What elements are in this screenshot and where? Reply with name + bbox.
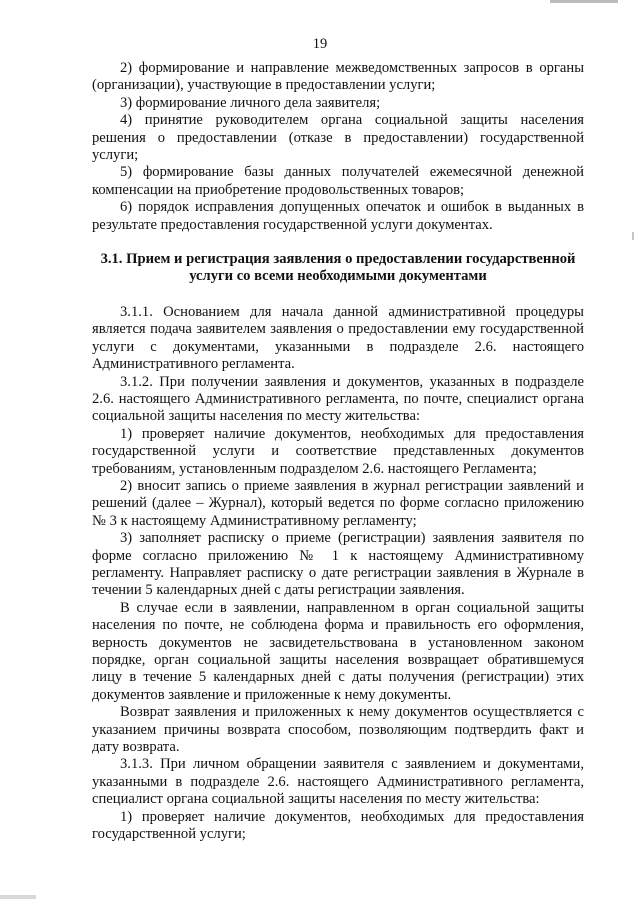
paragraph: 1) проверяет наличие документов, необходимых для предоставления государственной услуги и соответствие представленных документов требованиям, установленным подразделом 2.6. настоящего Регламента; (92, 425, 584, 477)
scan-artifact-bottom (0, 895, 36, 899)
paragraph: 3.1.2. При получении заявления и документов, указанных в подразделе 2.6. настоящего Административного регламента, по почте, специалист органа социальной защиты населения по месту жительства: (92, 373, 584, 425)
paragraph: Возврат заявления и приложенных к нему документов осуществляется с указанием причины возврата способом, позволяющим подтвердить факт и дату возврата. (92, 704, 584, 756)
section-heading: 3.1. Прием и регистрация заявления о предоставлении государственной услуги со всеми необходимыми документами (100, 251, 576, 285)
paragraph: 6) порядок исправления допущенных опечаток и ошибок в выданных в результате предоставления государственной услуги документах. (92, 199, 584, 233)
paragraph: В случае если в заявлении, направленном в орган социальной защиты населения по почте, не соблюдена форма и правильность его оформления, верность документов не засвидетельствована в установленном законом порядке, орган социальной защиты населения возвращает обратившемуся лицу в течение 5 календарных дней с даты получения (регистрации) этих документов заявление и приложенные к нему документы. (92, 599, 584, 703)
scan-artifact-side (632, 232, 634, 240)
paragraph: 1) проверяет наличие документов, необходимых для предоставления государственной услуги; (92, 808, 584, 843)
document-body (92, 60, 584, 843)
page-number: 19 (312, 36, 328, 52)
paragraph: 5) формирование базы данных получателей ежемесячной денежной компенсации на приобретение продовольственных товаров; (92, 164, 584, 198)
paragraph: 3.1.3. При личном обращении заявителя с заявлением и документами, указанными в подразделе 2.6. настоящего Административного регламента, специалист органа социальной защиты населения по месту жительства: (92, 756, 584, 808)
paragraph: 3.1.1. Основанием для начала данной административной процедуры является подача заявителем заявления о предоставлении ему государственной услуги с документами, указанными в подразделе 2.6. настоящего Административного регламента. (92, 303, 584, 373)
paragraph: 2) вносит запись о приеме заявления в журнал регистрации заявлений и решений (далее – Журнал), который ведется по форме согласно приложению № 3 к настоящему Административному регламенту; (92, 477, 584, 529)
paragraph: 4) принятие руководителем органа социальной защиты населения решения о предоставлении (отказе в предоставлении) государственной услуги; (92, 112, 584, 164)
paragraph: 3) заполняет расписку о приеме (регистрации) заявления заявителя по форме согласно приложению № 1 к настоящему Административному регламенту. Направляет расписку о дате регистрации заявления в Журнале в течении 5 календарных дней с даты регистрации заявления. (92, 530, 584, 599)
paragraph: 3) формирование личного дела заявителя; (120, 94, 381, 111)
scan-artifact-top (550, 0, 618, 3)
paragraph: 2) формирование и направление межведомственных запросов в органы (организации), участвующие в предоставлении услуги; (92, 60, 584, 94)
